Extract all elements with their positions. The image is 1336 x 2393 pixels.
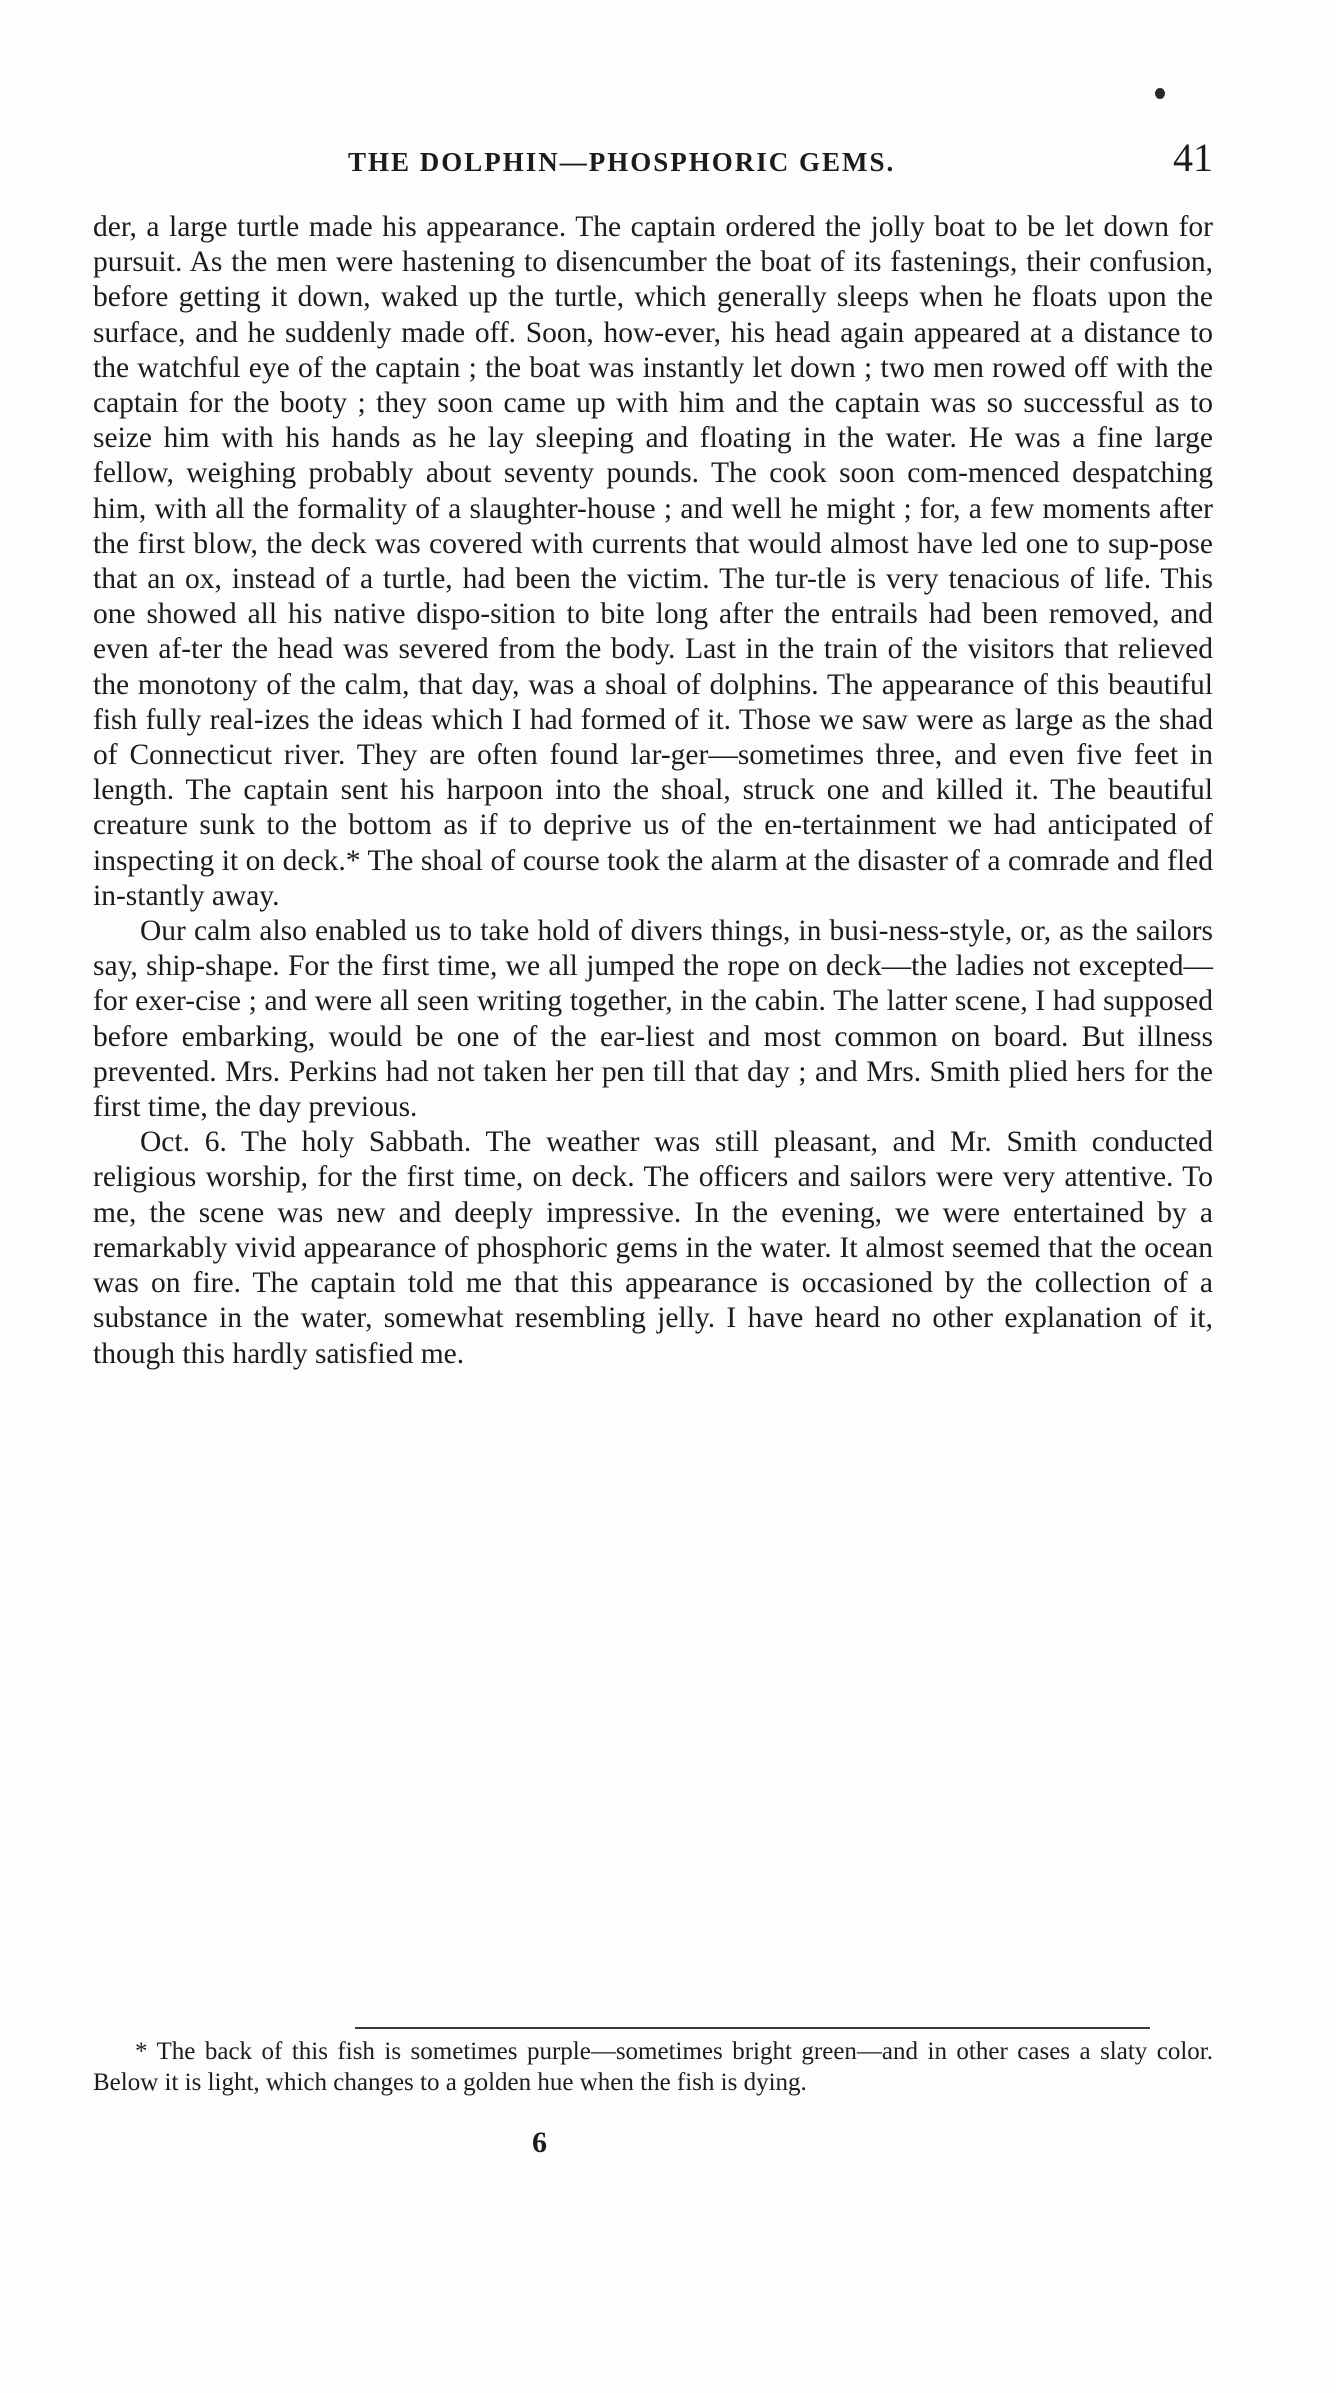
ink-speck [1155,88,1165,99]
footnote-rule [355,2027,1150,2029]
paragraph-turtle: der, a large turtle made his appearance. The captain ordered the jolly boat to be let down for pursuit. As the men were hastening to disencumber the boat of its fastenings, their confusion, before getting it down, waked up the turtle, which generally sleeps when he floats upon the surface, and he suddenly made off. Soon, how-ever, his head again appeared at a distance to the watchful eye of the captain ; the boat was instantly let down ; two men rowed off with the captain for the booty ; they soon came up with him and the captain was so successful as to seize him with his hands as he lay sleeping and floating in the water. He was a fine large fellow, weighing probably about seventy pounds. The cook soon com-menced despatching him, with all the formality of a slaughter-house ; and well he might ; for, a few moments after the first blow, the deck was covered with currents that would almost have led one to sup-pose that an ox, instead of a turtle, had been the victim. The tur-tle is very tenacious of life. This one showed all his native dispo-sition to bite long after the entrails had been removed, and even af-ter the head was severed from the body. Last in the train of the visitors that relieved the monotony of the calm, that day, was a shoal of dolphins. The appearance of this beautiful fish fully real-izes the ideas which I had formed of it. Those we saw were as large as the shad of Connecticut river. They are often found lar-ger—sometimes three, and even five feet in length. The captain sent his harpoon into the shoal, struck one and killed it. The beautiful creature sunk to the bottom as if to deprive us of the en-tertainment we had anticipated of inspecting it on deck.* The shoal of course took the alarm at the disaster of a comrade and fled in-stantly away. [93,211,1214,912]
page-number: 41 [1173,135,1213,180]
running-title: THE DOLPHIN—PHOSPHORIC GEMS. [348,147,896,177]
footnote [93,2036,1213,2098]
signature-mark: 6 [532,2126,547,2159]
footnote-text: * The back of this fish is sometimes purple—sometimes bright green—and in other cases a slaty color. Below it is light, which changes to a golden hue when the fish is dying. [93,2038,1213,2096]
body-text [93,210,1213,1372]
paragraph-calm: Our calm also enabled us to take hold of divers things, in busi-ness-style, or, as the sailors say, ship-shape. For the first time, we all jumped the rope on deck—the ladies not excepted—for exer-cise ; and were all seen writing together, in the cabin. The latter scene, I had supposed before embarking, would be one of the ear-liest and most common on board. But illness prevented. Mrs. Perkins had not taken her pen till that day ; and Mrs. Smith plied hers for the first time, the day previous. [93,915,1214,1124]
paragraph-sabbath: Oct. 6. The holy Sabbath. The weather was still pleasant, and Mr. Smith conducted religious worship, for the first time, on deck. The officers and sailors were very attentive. To me, the scene was new and deeply impressive. In the evening, we were entertained by a remarkably vivid appearance of phosphoric gems in the water. It almost seemed that the ocean was on fire. The captain told me that this appearance is occasioned by the collection of a substance in the water, somewhat resembling jelly. I have heard no other explanation of it, though this hardly satisfied me. [93,1126,1214,1370]
running-head [348,134,1213,182]
